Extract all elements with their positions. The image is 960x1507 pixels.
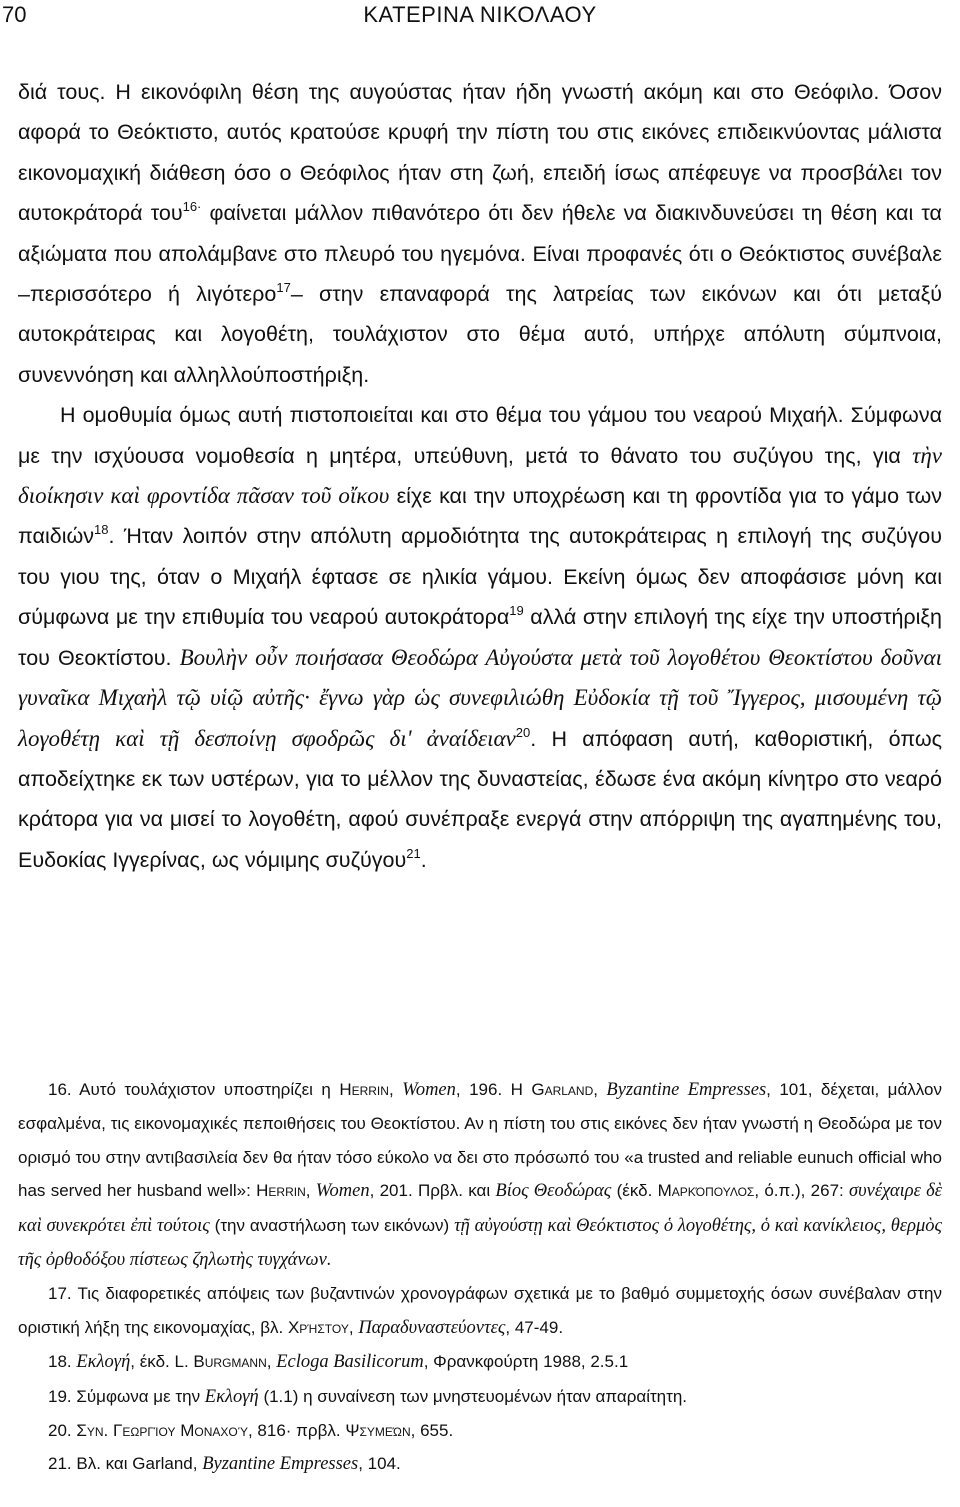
footnote-ref: 20: [515, 724, 531, 740]
footnote-ref: 21: [406, 845, 421, 861]
footnote-16: 16. Αυτό τουλάχιστον υποστηρίζει η Herrin, Women, 196. Η Garland, Byzantine Empresses, 101, δέχεται, μάλλον εσφαλμένα, τις εικονομαχικές πεποιθήσεις του Θεοκτίστου. Αν η πίστη του στις εικόνες δεν ήταν γνωστή η Θεοδώρα με τον ορισμό του στην αντιβασιλεία δεν θα ήταν τόσο εύκολο να δει στο πρόσωπό του «a trusted and reliable eunuch official who has served her husband well»: Herrin, Women, 201. Πρβλ. και Βίος Θεοδώρας (έκδ. Μαρκόπουλος, ό.π.), 267: συνέχαιρε δὲ καὶ συνεκρότει ἐπὶ τούτοις (την αναστήλωση των εικόνων) τῇ αὐγούστῃ καὶ Θεόκτιστος ὁ λογοθέτης, ὁ καὶ κανίκλειος, θερμὸς τῆς ὀρθοδόξου πίστεως ζηλωτὴς τυγχάνων.: [18, 1080, 943, 1271]
page-header: [0, 0, 960, 34]
page-number: 70: [2, 2, 27, 27]
footnote-18: 18. Εκλογή, έκδ. L. Burgmann, Ecloga Basilicorum, Φρανκφούρτη 1988, 2.5.1: [48, 1352, 629, 1373]
running-head: ΚΑΤΕΡΙΝΑ ΝΙΚΟΛΑΟΥ: [363, 2, 597, 27]
footnote-17: 17. Τις διαφορετικές απόψεις των βυζαντινών χρονογράφων σχετικά με το βαθμό συμμετοχής όσων συνέβαλαν στην οριστική λήξη της εικονομαχίας, βλ. Χρήστου, Παραδυναστεύοντες, 47-49.: [18, 1284, 942, 1338]
footnote-20: 20. Συν. Γεωργίου Μοναχού, 816· πρβλ. Ψσυμεών, 655.: [48, 1421, 454, 1441]
paragraph: διά τους. Η εικονόφιλη θέση της αυγούστας ήταν ήδη γνωστή ακόμη και στο Θεόφιλο. Όσον αφορά το Θεόκτιστο, αυτός κρατούσε κρυφή την πίστη του στις εικόνες επιδεικνύοντας μάλιστα εικονομαχική διάθεση όσο ο Θεόφιλος ήταν στη ζωή, επειδή ίσως απέφευγε να προσβάλει τον αυτοκράτορά του$^{16\cdot}$ φαίνεται μάλλον πιθανότερο ότι δεν ήθελε να διακινδυνεύσει τη θέση και τα αξιώματα που απολάμβανε στο πλευρό του ηγεμόνα. Είναι προφανές ότι ο Θεόκτιστος συνέβαλε –περισσότερο ή λιγότερο$^{17}$– στην επαναφορά της λατρείας των εικόνων και ότι μεταξύ αυτοκράτειρας και λογοθέτη, τουλάχιστον στο θέμα αυτό, υπήρχε απόλυτη σύμπνοια, συνεννόηση και αλληλλούποστήριξη.: [18, 80, 942, 387]
footnote-21: 21. Βλ. και Garland, Byzantine Empresses, 104.: [48, 1454, 401, 1475]
footnote-ref: 17: [276, 280, 291, 296]
footnote-ref: 16·: [182, 199, 202, 215]
quotation: τὴν διοίκησιν καὶ φροντίδα πᾶσαν τοῦ οἴκου: [18, 442, 942, 509]
footnote-19: 19. Σύμφωνα με την Εκλογή (1.1) η συναίνεση των μνηστευομένων ήταν απαραίτητη.: [48, 1386, 688, 1407]
quotation: Βουλὴν οὖν ποιήσασα Θεοδώρα Αὐγούστα μετὰ τοῦ λογοθέτου Θεοκτίστου δοῦναι γυναῖκα Μιχαὴλ τῷ υἱῷ αὐτῆς· ἔγνω γὰρ ὡς συνεφιλιώθη Εὐδοκία τῇ τοῦ Ἴγγερος, μισουμένη τῷ λογοθέτῃ καὶ τῇ δεσποίνῃ σφοδρῶς δι' ἀναίδειαν: [18, 644, 942, 751]
footnotes: [18, 1073, 942, 1482]
footnote-ref: 19: [509, 603, 524, 619]
paragraph: Η ομοθυμία όμως αυτή πιστοποιείται και στο θέμα του γάμου του νεαρού Μιχαήλ. Σύμφωνα με την ισχύουσα νομοθεσία η μητέρα, υπεύθυνη, μετά το θάνατο του συζύγου της, για τὴν διοίκησιν καὶ φροντίδα πᾶσαν τοῦ οἴκου είχε και την υποχρέωση και τη φροντίδα για το γάμο των παιδιών$^{18}$. Ήταν λοιπόν στην απόλυτη αρμοδιότητα της αυτοκράτειρας η επιλογή της συζύγου του γιου της, όταν ο Μιχαήλ έφτασε σε ηλικία γάμου. Εκείνη όμως δεν αποφάσισε μόνη και σύμφωνα με την επιθυμία του νεαρού αυτοκράτορα$^{19}$ αλλά στην επιλογή της είχε την υποστήριξη του Θεοκτίστου. Βουλὴν οὖν ποιήσασα Θεοδώρα Αὐγούστα μετὰ τοῦ λογοθέτου Θεοκτίστου δοῦναι γυναῖκα Μιχαὴλ τῷ υἱῷ αὐτῆς· ἔγνω γὰρ ὡς συνεφιλιώθη Εὐδοκία τῇ τοῦ Ἴγγερος, μισουμένη τῷ λογοθέτῃ καὶ τῇ δεσποίνῃ σφοδρῶς δι' ἀναίδειαν$^{20}$. Η απόφαση αυτή, καθοριστική, όπως αποδείχτηκε εκ των υστέρων, για το μέλλον της δυναστείας, έδωσε ένα ακόμη κίνητρο στο νεαρό κράτορα για να μισεί το λογοθέτη, αφού συνέπραξε ενεργά στην απόρριψη της αγαπημένης του, Ευδοκίας Ιγγερίνας, ως νόμιμης συζύγου$^{21}$.: [18, 403, 943, 872]
main-text: [18, 72, 942, 880]
footnote-ref: 18: [94, 522, 109, 538]
